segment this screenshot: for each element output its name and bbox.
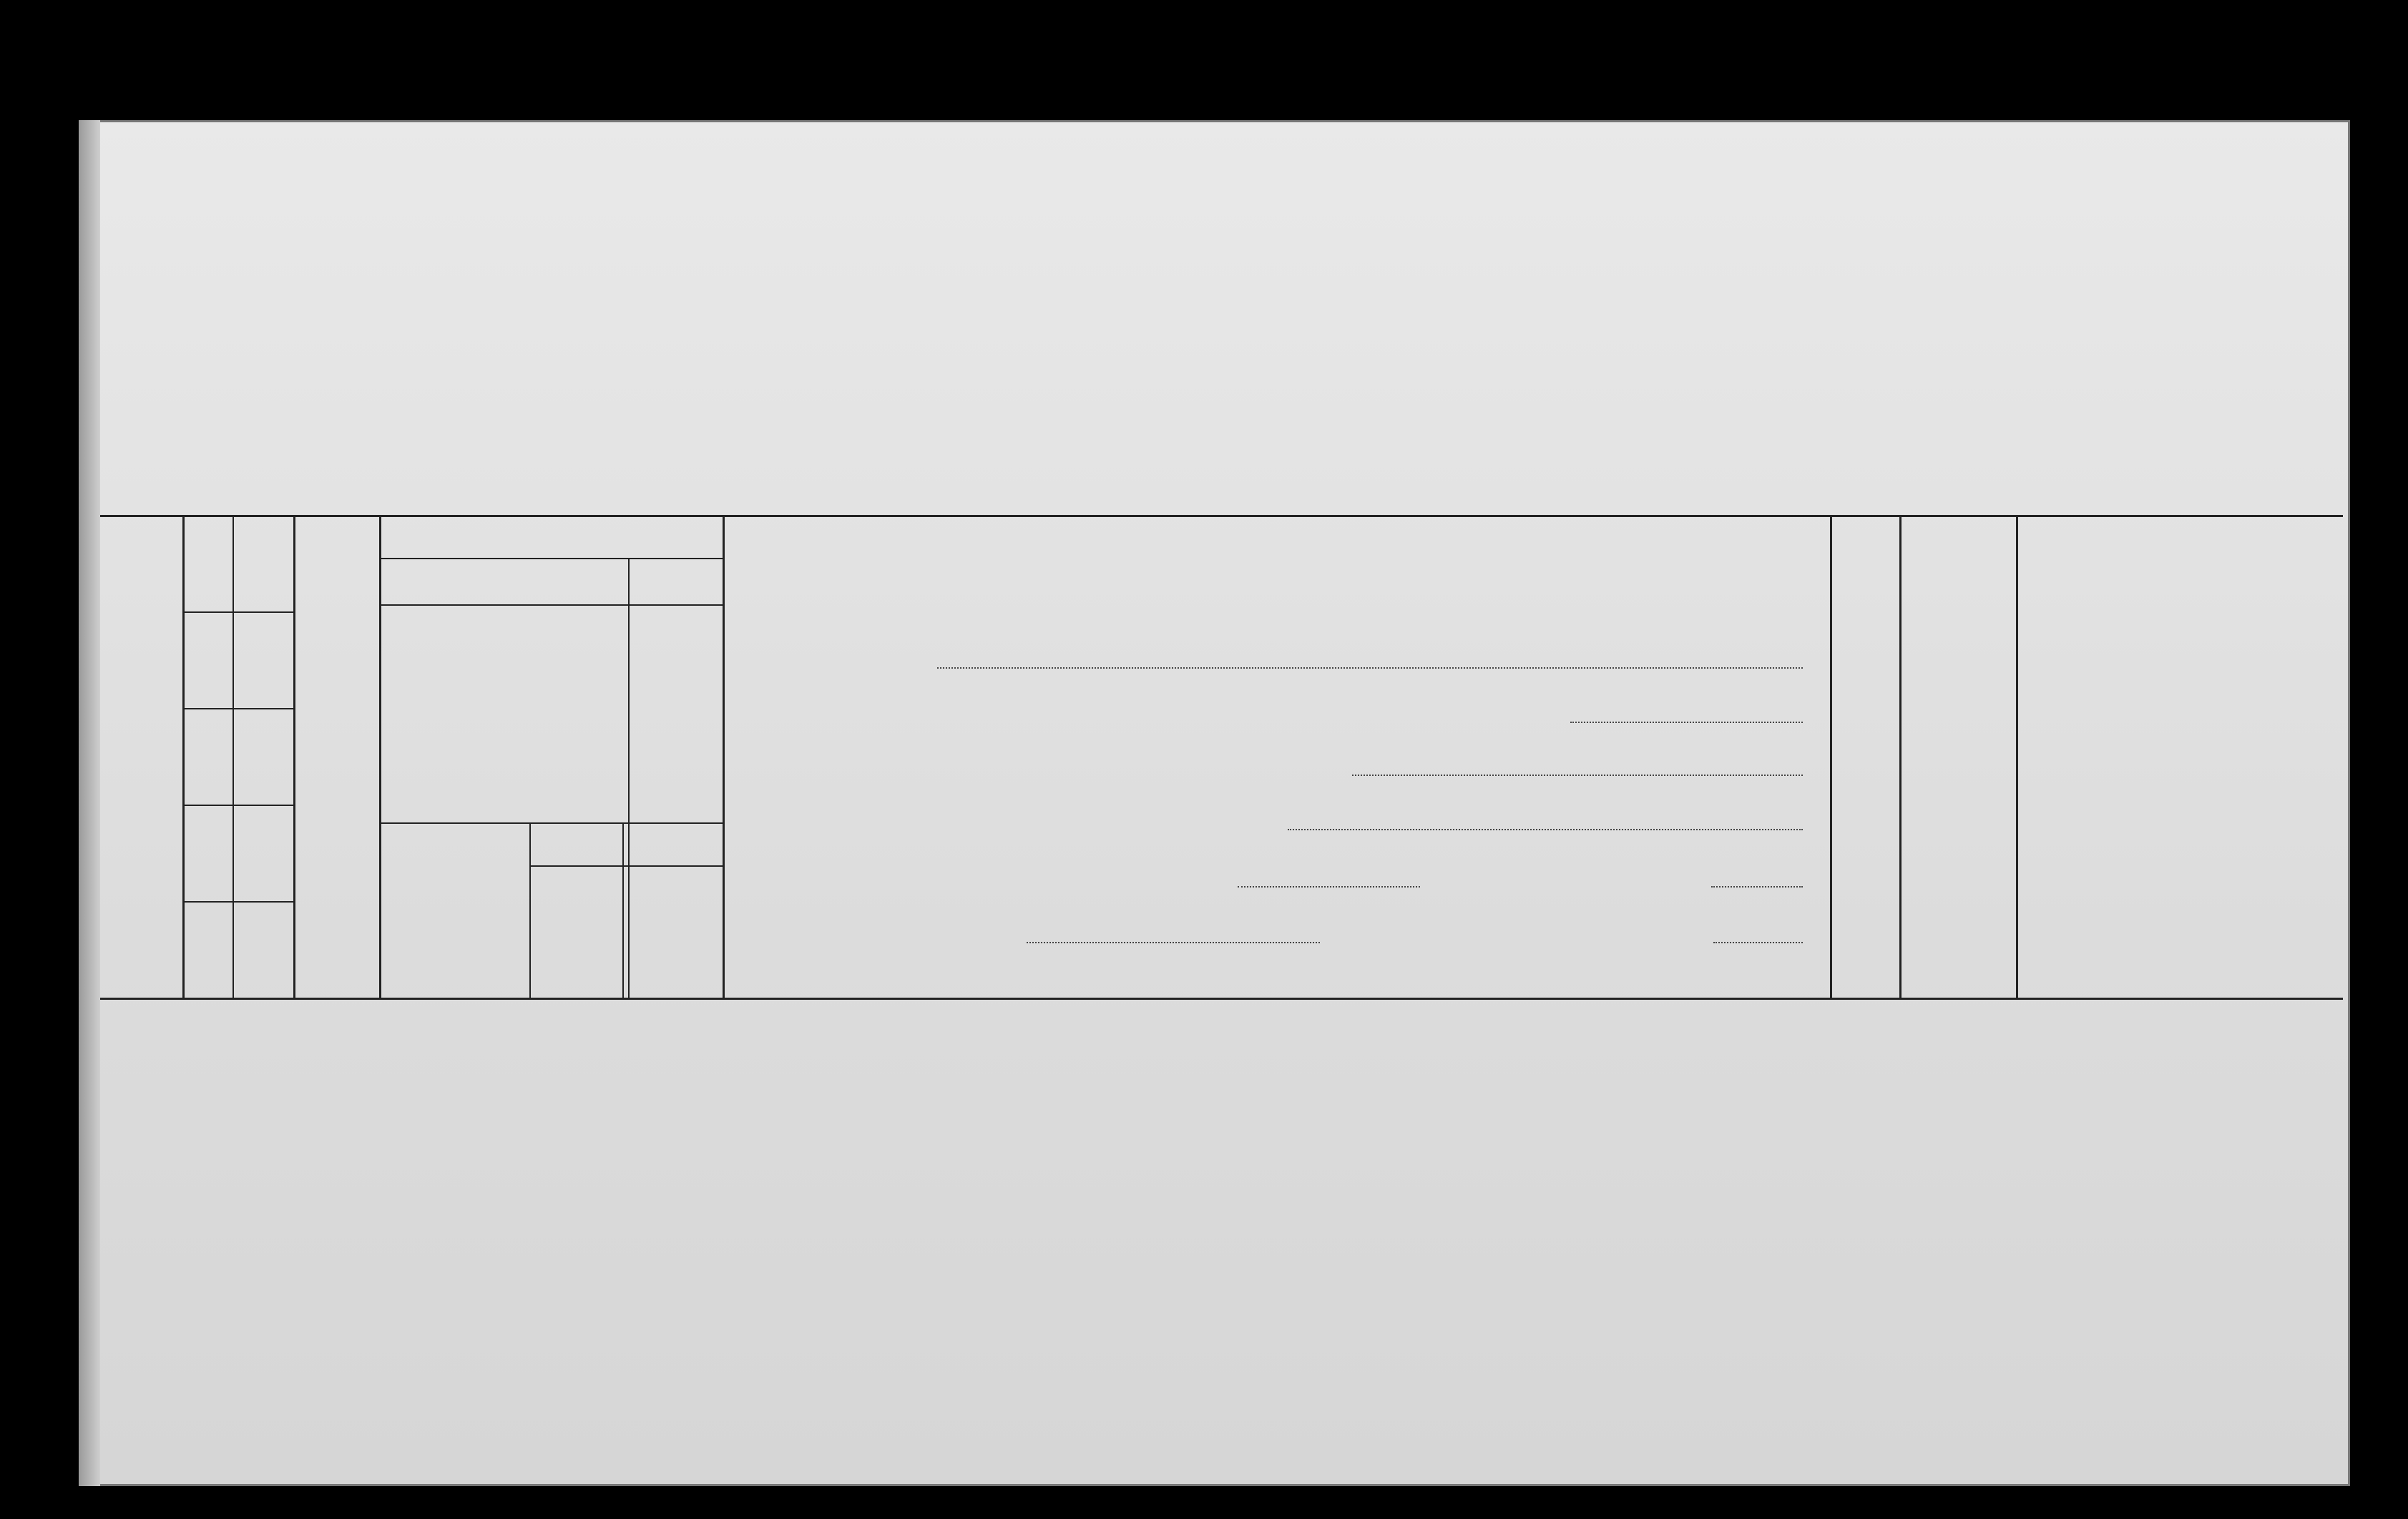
paper-edge (79, 120, 100, 1486)
population-title (1847, 529, 1883, 994)
workers-question (305, 551, 348, 994)
census-card (79, 120, 2350, 1486)
